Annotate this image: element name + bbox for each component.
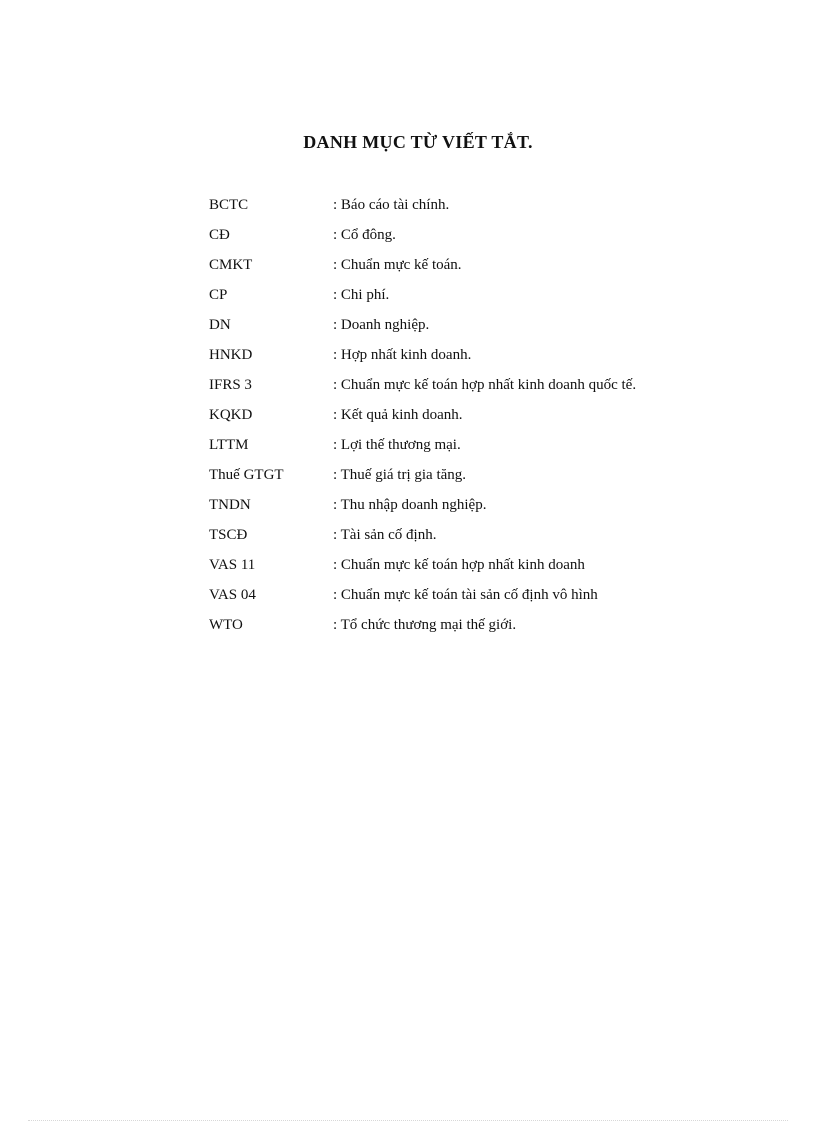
abbreviation-term: LTTM xyxy=(209,437,249,453)
abbreviation-term: TSCĐ xyxy=(209,527,248,543)
abbreviation-row xyxy=(209,494,769,524)
page-title: DANH MỤC TỪ VIẾT TẮT. xyxy=(303,132,533,152)
abbreviation-term: Thuế GTGT xyxy=(209,467,284,483)
abbreviation-row xyxy=(209,404,769,434)
abbreviation-definition: : Báo cáo tài chính. xyxy=(333,197,450,213)
abbreviation-row xyxy=(209,254,769,284)
abbreviation-row xyxy=(209,314,769,344)
abbreviation-term: DN xyxy=(209,317,231,333)
abbreviation-definition: : Chuẩn mực kế toán tài sản cố định vô hình xyxy=(333,587,598,603)
abbreviation-definition: : Hợp nhất kinh doanh. xyxy=(333,347,472,363)
abbreviation-definition: : Chuẩn mực kế toán. xyxy=(333,257,462,273)
abbreviation-definition: : Tổ chức thương mại thế giới. xyxy=(333,617,517,633)
abbreviation-definition: : Kết quả kinh doanh. xyxy=(333,407,463,423)
abbreviation-definition: : Thu nhập doanh nghiệp. xyxy=(333,497,487,513)
abbreviation-term: CĐ xyxy=(209,227,230,243)
abbreviation-term: KQKD xyxy=(209,407,253,423)
abbreviation-term: VAS 11 xyxy=(209,557,256,573)
abbreviation-term: BCTC xyxy=(209,197,249,213)
abbreviation-definition: : Tài sản cố định. xyxy=(333,527,437,543)
abbreviation-row xyxy=(209,284,769,314)
abbreviation-row xyxy=(209,614,769,644)
abbreviation-definition: : Chi phí. xyxy=(333,287,390,303)
abbreviation-term: CMKT xyxy=(209,257,253,273)
abbreviation-row xyxy=(209,224,769,254)
abbreviation-definition: : Chuẩn mực kế toán hợp nhất kinh doanh xyxy=(333,557,585,573)
abbreviation-definition: : Doanh nghiệp. xyxy=(333,317,430,333)
abbreviation-row xyxy=(209,374,769,404)
abbreviation-row xyxy=(209,434,769,464)
abbreviation-term: HNKD xyxy=(209,347,253,363)
footer-divider xyxy=(28,1120,788,1121)
abbreviation-row xyxy=(209,584,769,614)
abbreviation-list xyxy=(209,194,769,644)
abbreviation-definition: : Cổ đông. xyxy=(333,227,396,243)
abbreviation-definition: : Thuế giá trị gia tăng. xyxy=(333,467,467,483)
abbreviation-term: IFRS 3 xyxy=(209,377,252,393)
abbreviation-definition: : Chuẩn mực kế toán hợp nhất kinh doanh quốc tế. xyxy=(333,377,637,393)
abbreviation-term: CP xyxy=(209,287,228,303)
abbreviation-row xyxy=(209,524,769,554)
abbreviation-row xyxy=(209,464,769,494)
abbreviation-term: TNDN xyxy=(209,497,251,513)
abbreviation-row xyxy=(209,344,769,374)
abbreviation-term: VAS 04 xyxy=(209,587,256,603)
abbreviation-row xyxy=(209,554,769,584)
abbreviation-term: WTO xyxy=(209,617,243,633)
abbreviation-definition: : Lợi thế thương mại. xyxy=(333,437,461,453)
abbreviation-row xyxy=(209,194,769,224)
